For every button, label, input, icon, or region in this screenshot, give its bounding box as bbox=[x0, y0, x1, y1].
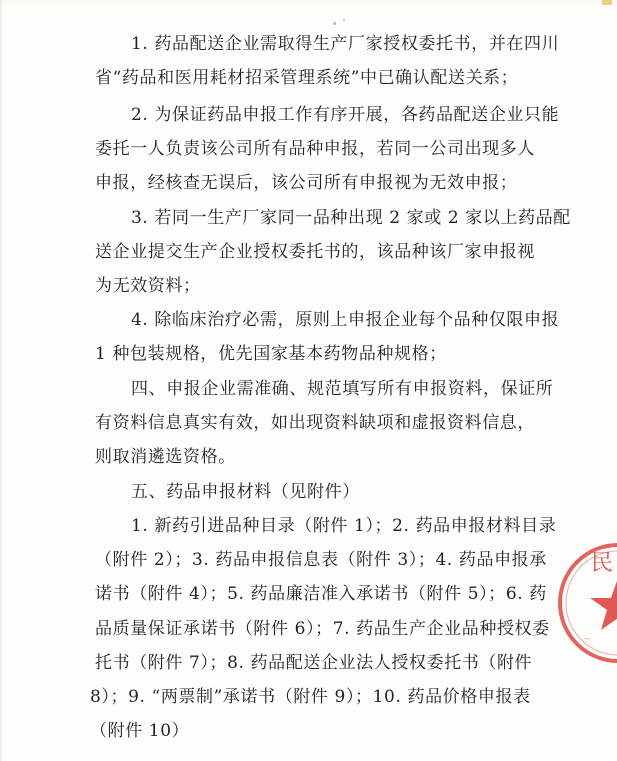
paragraph-line: 有资料信息真实有效，如出现资料缺项和虚报资料信息， bbox=[95, 413, 535, 433]
paragraph-line: 品质量保证承诺书（附件 6）；7. 药品生产企业品种授权委 bbox=[95, 619, 550, 639]
paragraph-line: 申报，经核查无误后，该公司所有申报视为无效申报； bbox=[95, 173, 518, 193]
paragraph-line: 四、申报企业需准确、规范填写所有申报资料，保证所 bbox=[131, 379, 554, 399]
paragraph-line: 4. 除临床治疗必需，原则上申报企业每个品种仅限申报 bbox=[131, 310, 560, 330]
paragraph-line: 3. 若同一生产厂家同一品种出现 2 家或 2 家以上药品配 bbox=[131, 208, 571, 228]
paragraph-line: 诺书（附件 4）；5. 药品廉洁准入承诺书（附件 5）；6. 药 bbox=[95, 584, 547, 604]
paragraph-line: 委托一人负责该公司所有品种申报，若同一公司出现多人 bbox=[95, 139, 535, 159]
paragraph-line: 送企业提交生产企业授权委托书的，该品种该厂家申报视 bbox=[95, 242, 535, 262]
paragraph-line: （附件 10） bbox=[90, 721, 190, 741]
official-seal-stamp bbox=[553, 538, 617, 668]
paragraph-line: 省“药品和医用耗材招采管理系统”中已确认配送关系； bbox=[95, 68, 519, 88]
section-heading: 五、药品申报材料（见附件） bbox=[131, 482, 360, 502]
paragraph-line: 1. 药品配送企业需取得生产厂家授权委托书，并在四川 bbox=[131, 34, 560, 54]
paragraph-line: 1. 新药引进品种目录（附件 1）；2. 药品申报材料目录 bbox=[131, 516, 557, 536]
paragraph-line: （附件 2）；3. 药品申报信息表（附件 3）；4. 药品申报承 bbox=[95, 550, 547, 570]
paragraph-line: 1 种包装规格，优先国家基本药物品种规格； bbox=[95, 344, 447, 364]
paragraph-line: 2. 为保证药品申报工作有序开展，各药品配送企业只能 bbox=[131, 105, 560, 125]
seal-smudge-mark: ~ bbox=[583, 632, 593, 645]
seal-character: 民 bbox=[591, 551, 614, 576]
paragraph-line: 托书（附件 7）；8. 药品配送企业法人授权委托书（附件 bbox=[95, 653, 533, 673]
paragraph-line: 为无效资料； bbox=[95, 276, 201, 296]
paragraph-line: 则取消遴选资格。 bbox=[95, 447, 236, 467]
paragraph-line: 8）；9. “两票制”承诺书（附件 9）；10. 药品价格申报表 bbox=[90, 687, 531, 707]
